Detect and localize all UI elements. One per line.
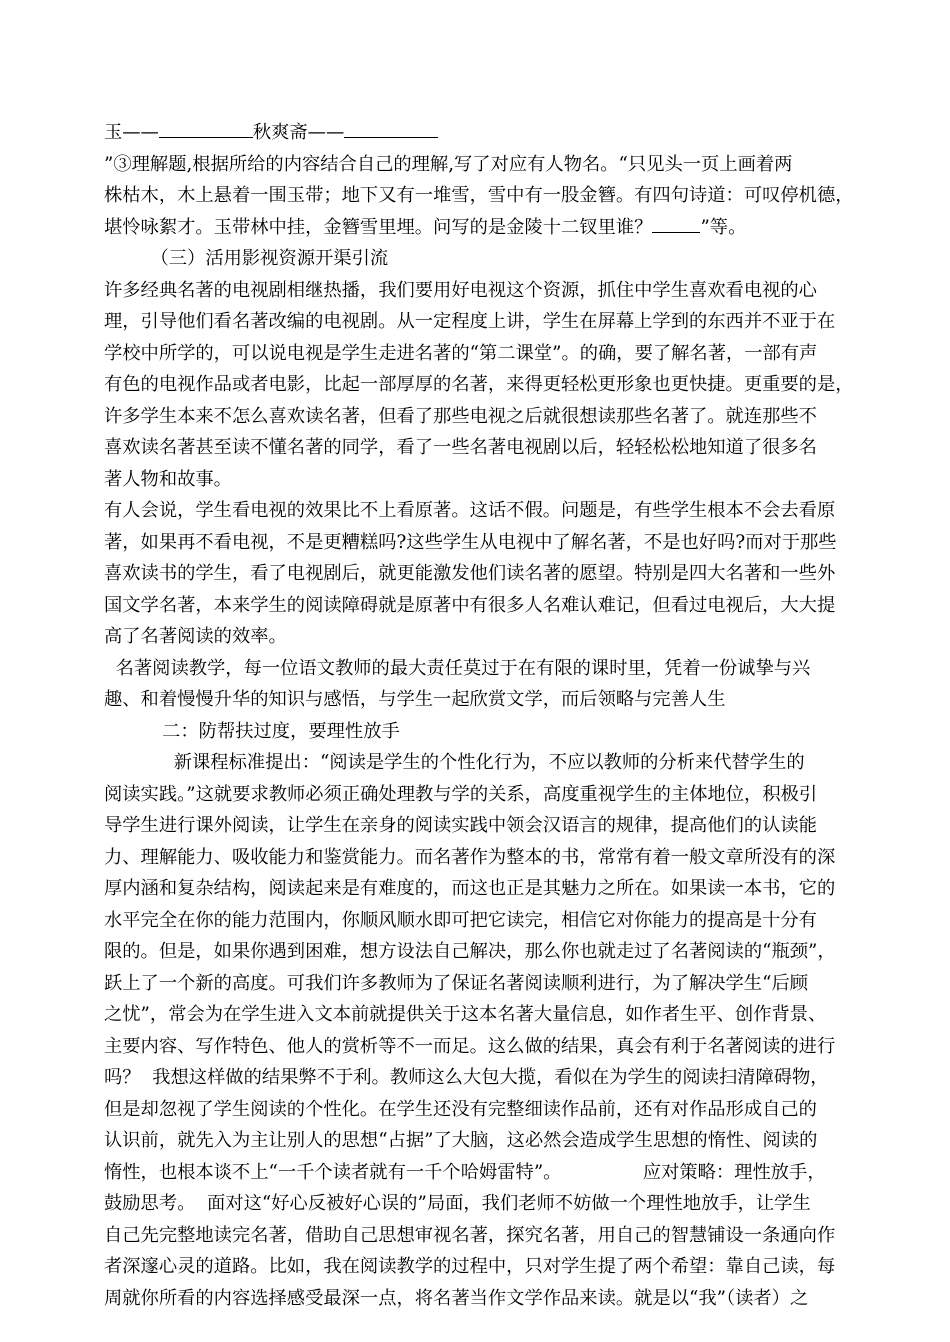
text-line: 周就你所看的内容选择感受最深一点，将名著当作文学作品来读。就是以“我”（读者）之: [104, 1287, 809, 1309]
text-line: 阅读实践。”这就要求教师必须正确处理教与学的关系，高度重视学生的主体地位，积极引: [104, 783, 818, 805]
text-line: 者深邃心灵的道路。比如，我在阅读教学的过程中，只对学生提了两个希望：靠自己读，每: [104, 1256, 836, 1277]
text-line: 著，如果再不看电视，不是更糟糕吗?这些学生从电视中了解名著，不是也好吗?而对于那些: [104, 531, 837, 553]
text-line: 喜欢读书的学生，看了电视剧后，就更能激发他们读名著的愿望。特别是四大名著和一些外: [104, 563, 836, 584]
text-line: 吗？ 我想这样做的结果弊不于利。教师这么大包大揽，看似在为学生的阅读扫清障碍物，: [104, 1067, 829, 1088]
text-line: 导学生进行课外阅读，让学生在亲身的阅读实践中领会汉语言的规律，提高他们的认读能: [104, 815, 817, 836]
text-line: 许多学生本来不怎么喜欢读名著，但看了那些电视之后就很想读那些名著了。就连那些不: [104, 405, 817, 427]
text-line: 厚内涵和复杂结构，阅读起来是有难度的，而这也正是其魅力之所在。如果读一本书，它的: [104, 878, 836, 899]
text-line: 之忧”，常会为在学生进入文本前就提供关于这本名著大量信息，如作者生平、创作背景、: [104, 1004, 827, 1025]
text-line: 有人会说，学生看电视的效果比不上看原著。这话不假。问题是，有些学生根本不会去看原: [104, 500, 836, 521]
text-line: 限的。但是，如果你遇到困难，想方设法自己解决，那么你也就走过了名著阅读的“瓶颈”，: [104, 941, 836, 962]
fill-in-blank: [159, 117, 253, 138]
text-line: [104, 117, 856, 149]
text-line: [104, 212, 856, 244]
text-line: 理，引导他们看名著改编的电视剧。从一定程度上讲，学生在屏幕上学到的东西并不亚于在: [104, 311, 836, 332]
text-line: 主要内容、写作特色、他人的赏析等不一而足。这么做的结果，真会有利于名著阅读的进行: [104, 1035, 836, 1057]
text-line: 跃上了一个新的高度。可我们许多教师为了保证名著阅读顺利进行，为了解决学生“后顾: [104, 972, 809, 994]
fill-in-blank: [344, 117, 438, 138]
text-line: 惰性，也根本谈不上“一千个读者就有一千个哈姆雷特”。 应对策略：理性放手，: [104, 1161, 826, 1183]
line-fragment: ”等。: [700, 216, 747, 238]
text-line: 认识前，就先入为主让别人的思想“占据”了大脑，这必然会造成学生思想的惰性、阅读的: [104, 1130, 818, 1151]
text-line: 有色的电视作品或者电影，比起一部厚厚的名著，来得更轻松更形象也更快捷。更重要的是，: [104, 374, 854, 395]
text-line: 但是却忽视了学生阅读的个性化。在学生还没有完整细读作品前，还有对作品形成自己的: [104, 1098, 817, 1120]
text-line: 鼓励思考。 面对这“好心反被好心误的”局面，我们老师不妨做一个理性地放手，让学生: [104, 1193, 811, 1214]
text-line: 自己先完整地读完名著，借助自己思想审视名著，探究名著，用自己的智慧铺设一条通向作: [104, 1224, 836, 1246]
text-line: 名著阅读教学，每一位语文教师的最大责任莫过于在有限的课时里，凭着一份诚挚与兴: [104, 657, 811, 679]
text-line: 力、理解能力、吸收能力和鉴赏能力。而名著作为整本的书，常常有着一般文章所没有的深: [104, 846, 836, 868]
text-line: ”③理解题,根据所给的内容结合自己的理解,写了对应有人物名。“只见头一页上画着两: [104, 153, 793, 175]
fill-in-blank: [652, 212, 700, 233]
line-fragment: 秋爽斋——: [252, 122, 345, 143]
document-page: [104, 117, 856, 1314]
text-line: 趣、和着慢慢升华的知识与感悟，与学生一起欣赏文学，而后领略与完善人生: [104, 689, 726, 710]
text-line: 国文学名著，本来学生的阅读障碍就是原著中有很多人名难认难记，但看过电视后，大大提: [104, 594, 836, 616]
text-line: 学校中所学的，可以说电视是学生走进名著的“第二课堂”。的确，要了解名著，一部有声: [104, 342, 818, 364]
text-line: 许多经典名著的电视剧相继热播，我们要用好电视这个资源，抓住中学生喜欢看电视的心: [104, 279, 817, 301]
line-fragment: 堪怜咏絮才。玉带林中挂，金簪雪里埋。问写的是金陵十二钗里谁？: [104, 216, 653, 238]
text-line: 株枯木，木上悬着一围玉带；地下又有一堆雪，雪中有一股金簪。有四句诗道：可叹停机德，: [104, 185, 854, 206]
text-line: 新课程标准提出：“阅读是学生的个性化行为，不应以教师的分析来代替学生的: [104, 752, 805, 773]
text-line: 喜欢读名著甚至读不懂名著的同学，看了一些名著电视剧以后，轻轻松松地知道了很多名: [104, 437, 817, 458]
section-heading: （三）活用影视资源开渠引流: [104, 248, 389, 269]
text-line: 高了名著阅读的效率。: [104, 626, 287, 647]
section-heading: 二：防帮扶过度，要理性放手: [104, 720, 400, 742]
text-line: 水平完全在你的能力范围内，你顺风顺水即可把它读完，相信它对你能力的提高是十分有: [104, 909, 817, 931]
line-fragment: 玉——: [104, 122, 159, 143]
text-line: 著人物和故事。: [104, 468, 232, 490]
